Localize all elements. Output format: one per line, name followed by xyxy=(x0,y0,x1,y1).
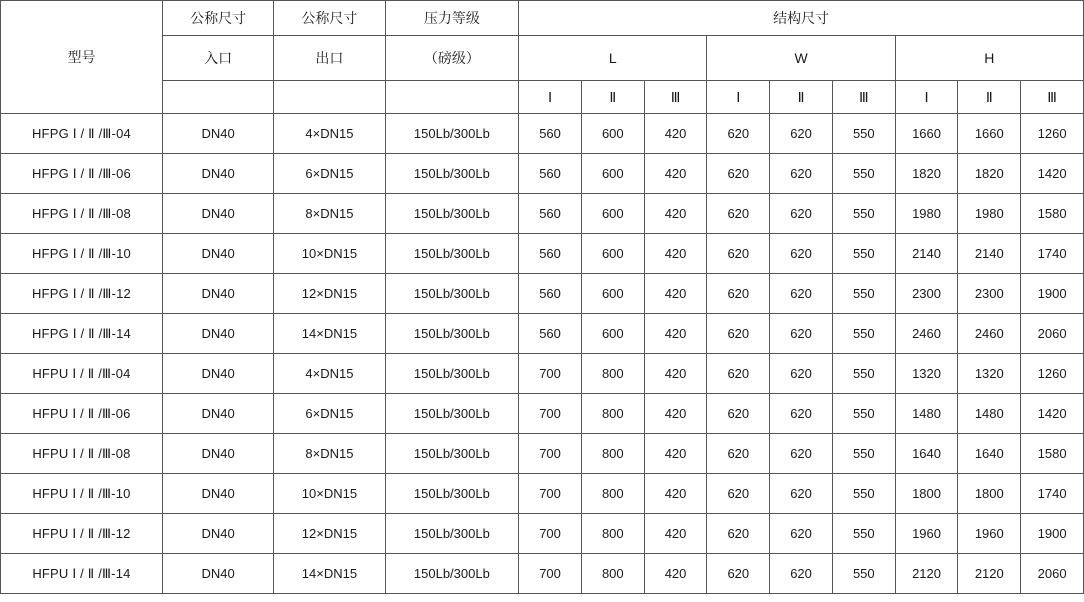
cell-model: HFPG Ⅰ / Ⅱ /Ⅲ-10 xyxy=(1,234,163,274)
cell-W1: 620 xyxy=(707,474,770,514)
cell-L2: 600 xyxy=(581,234,644,274)
cell-H1: 2120 xyxy=(895,554,958,594)
header-L-sub-2: Ⅱ xyxy=(581,81,644,114)
cell-L3: 420 xyxy=(644,474,707,514)
cell-outlet: 14×DN15 xyxy=(274,314,385,354)
cell-W2: 620 xyxy=(770,474,833,514)
cell-model: HFPG Ⅰ / Ⅱ /Ⅲ-12 xyxy=(1,274,163,314)
cell-L1: 560 xyxy=(519,194,582,234)
cell-pressure: 150Lb/300Lb xyxy=(385,154,519,194)
cell-L1: 700 xyxy=(519,554,582,594)
header-row-1 xyxy=(1,1,1084,36)
cell-L1: 560 xyxy=(519,234,582,274)
cell-inlet: DN40 xyxy=(162,514,273,554)
header-dimension-H: H xyxy=(895,36,1083,81)
cell-model: HFPU Ⅰ / Ⅱ /Ⅲ-06 xyxy=(1,394,163,434)
cell-W2: 620 xyxy=(770,114,833,154)
cell-H2: 1960 xyxy=(958,514,1021,554)
cell-H3: 2060 xyxy=(1021,314,1084,354)
cell-L3: 420 xyxy=(644,154,707,194)
cell-inlet: DN40 xyxy=(162,314,273,354)
header-pound-class: （磅级） xyxy=(385,36,519,81)
table-row xyxy=(1,434,1084,474)
cell-H2: 2140 xyxy=(958,234,1021,274)
cell-model: HFPG Ⅰ / Ⅱ /Ⅲ-14 xyxy=(1,314,163,354)
header-pressure-rating: 压力等级 xyxy=(385,1,519,36)
cell-outlet: 8×DN15 xyxy=(274,434,385,474)
header-pound-class-blank xyxy=(385,81,519,114)
cell-pressure: 150Lb/300Lb xyxy=(385,514,519,554)
cell-L1: 700 xyxy=(519,434,582,474)
table-row xyxy=(1,514,1084,554)
cell-W1: 620 xyxy=(707,554,770,594)
cell-H1: 1660 xyxy=(895,114,958,154)
cell-H3: 1580 xyxy=(1021,194,1084,234)
cell-H3: 1900 xyxy=(1021,514,1084,554)
cell-W1: 620 xyxy=(707,514,770,554)
cell-H2: 1800 xyxy=(958,474,1021,514)
cell-H1: 1820 xyxy=(895,154,958,194)
header-inlet: 入口 xyxy=(162,36,273,81)
header-L-sub-1: Ⅰ xyxy=(519,81,582,114)
cell-L3: 420 xyxy=(644,274,707,314)
cell-L3: 420 xyxy=(644,434,707,474)
cell-L1: 560 xyxy=(519,114,582,154)
cell-L2: 800 xyxy=(581,474,644,514)
cell-W1: 620 xyxy=(707,114,770,154)
cell-W3: 550 xyxy=(832,354,895,394)
cell-H1: 2460 xyxy=(895,314,958,354)
cell-inlet: DN40 xyxy=(162,354,273,394)
cell-inlet: DN40 xyxy=(162,154,273,194)
cell-pressure: 150Lb/300Lb xyxy=(385,474,519,514)
cell-L3: 420 xyxy=(644,354,707,394)
cell-model: HFPG Ⅰ / Ⅱ /Ⅲ-06 xyxy=(1,154,163,194)
cell-model: HFPU Ⅰ / Ⅱ /Ⅲ-10 xyxy=(1,474,163,514)
cell-H1: 1800 xyxy=(895,474,958,514)
cell-W3: 550 xyxy=(832,194,895,234)
cell-W2: 620 xyxy=(770,554,833,594)
cell-pressure: 150Lb/300Lb xyxy=(385,234,519,274)
cell-W3: 550 xyxy=(832,274,895,314)
cell-W3: 550 xyxy=(832,234,895,274)
cell-L1: 700 xyxy=(519,474,582,514)
cell-H1: 1980 xyxy=(895,194,958,234)
table-row xyxy=(1,274,1084,314)
cell-inlet: DN40 xyxy=(162,434,273,474)
cell-L1: 560 xyxy=(519,314,582,354)
cell-W3: 550 xyxy=(832,394,895,434)
header-nominal-size-inlet: 公称尺寸 xyxy=(162,1,273,36)
cell-W2: 620 xyxy=(770,234,833,274)
cell-outlet: 6×DN15 xyxy=(274,394,385,434)
cell-pressure: 150Lb/300Lb xyxy=(385,274,519,314)
cell-W1: 620 xyxy=(707,394,770,434)
cell-L3: 420 xyxy=(644,314,707,354)
header-model: 型号 xyxy=(1,1,163,114)
cell-L1: 700 xyxy=(519,514,582,554)
table-row xyxy=(1,114,1084,154)
header-H-sub-1: Ⅰ xyxy=(895,81,958,114)
cell-W3: 550 xyxy=(832,434,895,474)
cell-outlet: 4×DN15 xyxy=(274,354,385,394)
cell-W1: 620 xyxy=(707,154,770,194)
cell-H3: 1420 xyxy=(1021,154,1084,194)
cell-L1: 700 xyxy=(519,354,582,394)
header-W-sub-3: Ⅲ xyxy=(832,81,895,114)
table-row xyxy=(1,154,1084,194)
header-outlet: 出口 xyxy=(274,36,385,81)
table-row xyxy=(1,554,1084,594)
cell-W2: 620 xyxy=(770,394,833,434)
cell-L2: 600 xyxy=(581,194,644,234)
cell-H3: 1900 xyxy=(1021,274,1084,314)
cell-pressure: 150Lb/300Lb xyxy=(385,314,519,354)
cell-L3: 420 xyxy=(644,394,707,434)
cell-H2: 1640 xyxy=(958,434,1021,474)
cell-L2: 600 xyxy=(581,314,644,354)
cell-H3: 1260 xyxy=(1021,354,1084,394)
cell-L2: 600 xyxy=(581,114,644,154)
cell-W2: 620 xyxy=(770,274,833,314)
cell-pressure: 150Lb/300Lb xyxy=(385,554,519,594)
header-W-sub-2: Ⅱ xyxy=(770,81,833,114)
cell-W3: 550 xyxy=(832,114,895,154)
header-H-sub-3: Ⅲ xyxy=(1021,81,1084,114)
cell-model: HFPU Ⅰ / Ⅱ /Ⅲ-08 xyxy=(1,434,163,474)
cell-H1: 2300 xyxy=(895,274,958,314)
header-structural-dimensions: 结构尺寸 xyxy=(519,1,1084,36)
cell-outlet: 12×DN15 xyxy=(274,274,385,314)
cell-outlet: 8×DN15 xyxy=(274,194,385,234)
cell-L2: 600 xyxy=(581,274,644,314)
cell-L2: 800 xyxy=(581,514,644,554)
cell-W2: 620 xyxy=(770,154,833,194)
cell-outlet: 12×DN15 xyxy=(274,514,385,554)
cell-outlet: 14×DN15 xyxy=(274,554,385,594)
cell-inlet: DN40 xyxy=(162,194,273,234)
cell-W1: 620 xyxy=(707,194,770,234)
cell-W3: 550 xyxy=(832,514,895,554)
cell-W3: 550 xyxy=(832,554,895,594)
cell-H1: 2140 xyxy=(895,234,958,274)
cell-L1: 560 xyxy=(519,154,582,194)
header-row-3 xyxy=(1,81,1084,114)
cell-H2: 2120 xyxy=(958,554,1021,594)
header-nominal-size-outlet: 公称尺寸 xyxy=(274,1,385,36)
cell-L3: 420 xyxy=(644,554,707,594)
cell-L2: 800 xyxy=(581,554,644,594)
cell-H1: 1640 xyxy=(895,434,958,474)
cell-W1: 620 xyxy=(707,234,770,274)
cell-L2: 800 xyxy=(581,394,644,434)
cell-L2: 800 xyxy=(581,434,644,474)
cell-inlet: DN40 xyxy=(162,274,273,314)
cell-W1: 620 xyxy=(707,434,770,474)
cell-L3: 420 xyxy=(644,114,707,154)
cell-H1: 1320 xyxy=(895,354,958,394)
cell-W2: 620 xyxy=(770,194,833,234)
cell-model: HFPU Ⅰ / Ⅱ /Ⅲ-14 xyxy=(1,554,163,594)
cell-model: HFPU Ⅰ / Ⅱ /Ⅲ-12 xyxy=(1,514,163,554)
cell-L2: 600 xyxy=(581,154,644,194)
cell-H2: 1660 xyxy=(958,114,1021,154)
cell-outlet: 10×DN15 xyxy=(274,234,385,274)
cell-pressure: 150Lb/300Lb xyxy=(385,354,519,394)
header-H-sub-2: Ⅱ xyxy=(958,81,1021,114)
header-row-2 xyxy=(1,36,1084,81)
cell-W3: 550 xyxy=(832,314,895,354)
cell-pressure: 150Lb/300Lb xyxy=(385,114,519,154)
cell-L2: 800 xyxy=(581,354,644,394)
cell-L3: 420 xyxy=(644,194,707,234)
cell-W3: 550 xyxy=(832,474,895,514)
table-row xyxy=(1,354,1084,394)
cell-W2: 620 xyxy=(770,314,833,354)
cell-H3: 1260 xyxy=(1021,114,1084,154)
header-L-sub-3: Ⅲ xyxy=(644,81,707,114)
cell-inlet: DN40 xyxy=(162,554,273,594)
cell-H1: 1480 xyxy=(895,394,958,434)
cell-H3: 1420 xyxy=(1021,394,1084,434)
cell-inlet: DN40 xyxy=(162,114,273,154)
cell-L3: 420 xyxy=(644,234,707,274)
cell-W2: 620 xyxy=(770,434,833,474)
cell-L1: 700 xyxy=(519,394,582,434)
header-inlet-blank xyxy=(162,81,273,114)
cell-W2: 620 xyxy=(770,514,833,554)
cell-H2: 1820 xyxy=(958,154,1021,194)
cell-pressure: 150Lb/300Lb xyxy=(385,194,519,234)
table-row xyxy=(1,194,1084,234)
header-dimension-W: W xyxy=(707,36,895,81)
table-row xyxy=(1,314,1084,354)
cell-inlet: DN40 xyxy=(162,474,273,514)
cell-W2: 620 xyxy=(770,354,833,394)
cell-H3: 1740 xyxy=(1021,474,1084,514)
header-dimension-L: L xyxy=(519,36,707,81)
cell-W1: 620 xyxy=(707,274,770,314)
cell-W3: 550 xyxy=(832,154,895,194)
cell-W1: 620 xyxy=(707,354,770,394)
cell-H2: 1480 xyxy=(958,394,1021,434)
table-header xyxy=(1,1,1084,114)
cell-outlet: 6×DN15 xyxy=(274,154,385,194)
table-body xyxy=(1,114,1084,594)
table-row xyxy=(1,474,1084,514)
cell-H2: 1980 xyxy=(958,194,1021,234)
header-W-sub-1: Ⅰ xyxy=(707,81,770,114)
cell-L1: 560 xyxy=(519,274,582,314)
cell-H3: 1580 xyxy=(1021,434,1084,474)
cell-H2: 1320 xyxy=(958,354,1021,394)
cell-H2: 2460 xyxy=(958,314,1021,354)
cell-H1: 1960 xyxy=(895,514,958,554)
cell-H3: 1740 xyxy=(1021,234,1084,274)
cell-model: HFPG Ⅰ / Ⅱ /Ⅲ-08 xyxy=(1,194,163,234)
cell-H3: 2060 xyxy=(1021,554,1084,594)
cell-H2: 2300 xyxy=(958,274,1021,314)
cell-pressure: 150Lb/300Lb xyxy=(385,394,519,434)
cell-W1: 620 xyxy=(707,314,770,354)
cell-model: HFPU Ⅰ / Ⅱ /Ⅲ-04 xyxy=(1,354,163,394)
cell-inlet: DN40 xyxy=(162,394,273,434)
table-row xyxy=(1,394,1084,434)
cell-L3: 420 xyxy=(644,514,707,554)
table-row xyxy=(1,234,1084,274)
header-outlet-blank xyxy=(274,81,385,114)
cell-model: HFPG Ⅰ / Ⅱ /Ⅲ-04 xyxy=(1,114,163,154)
cell-outlet: 4×DN15 xyxy=(274,114,385,154)
cell-outlet: 10×DN15 xyxy=(274,474,385,514)
cell-inlet: DN40 xyxy=(162,234,273,274)
cell-pressure: 150Lb/300Lb xyxy=(385,434,519,474)
